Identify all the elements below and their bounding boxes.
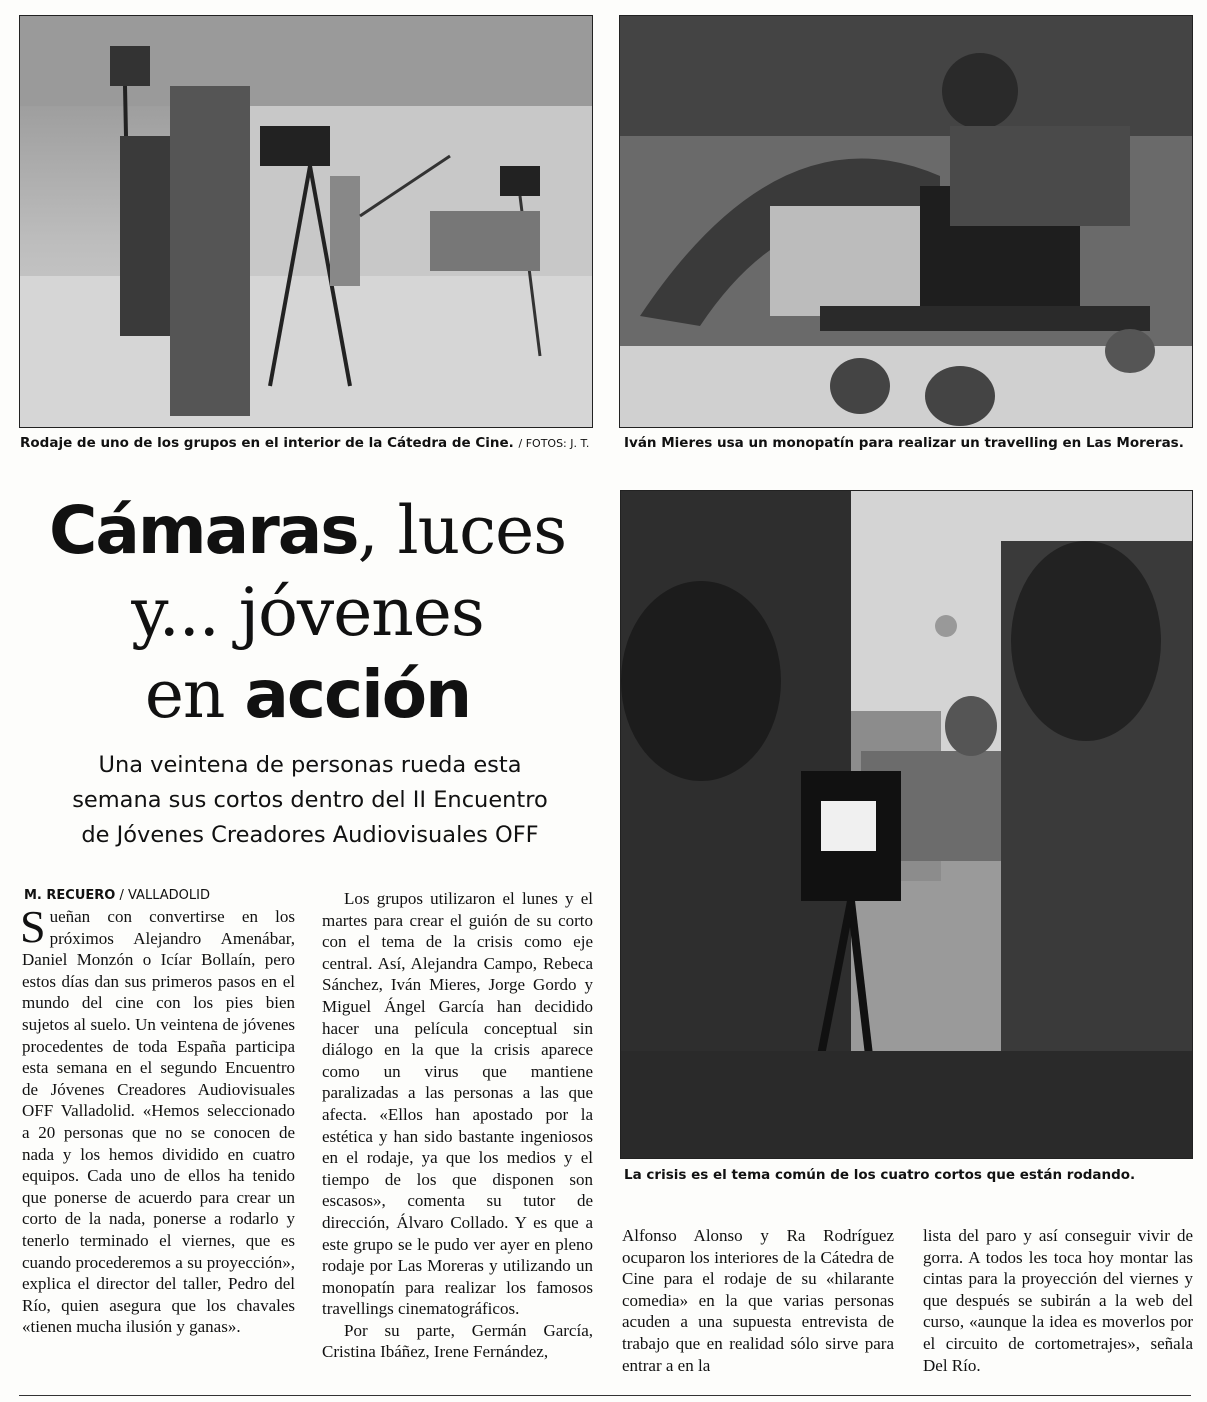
caption-text: Rodaje de uno de los grupos en el interior de la Cátedra de Cine. [20,435,514,451]
headline-bold-word: acción [244,656,471,733]
article-headline [20,490,595,736]
article-column-4 [923,1225,1193,1376]
photo-film-set-interior [19,15,593,428]
caption-text: Iván Mieres usa un monopatín para realizar un travelling en Las Moreras. [624,435,1184,451]
byline-author: M. RECUERO [24,888,116,903]
photo-indoor-shoot [620,490,1193,1159]
drop-cap: S [20,901,46,952]
byline-location: / VALLADOLID [119,888,210,903]
article-subheadline [20,748,600,853]
article-paragraph: Alfonso Alonso y Ra Rodríguez ocuparon los interiores de la Cátedra de Cine para el rodaje de su «hilarante comedia» en la que varias personas acuden a una supuesta entrevista de trabajo que en realidad sólo sirve para entrar a en la [622,1226,894,1375]
photo-caption-indoor-shoot [624,1167,1135,1183]
photo-caption-film-set [20,435,589,451]
byline [24,888,210,903]
photo-credit: / FOTOS: J. T. [518,437,590,450]
subhead-line: Una veintena de personas rueda esta [98,752,522,778]
subhead-line: semana sus cortos dentro del II Encuentro [72,787,548,813]
headline-text: , luces [357,492,567,569]
article-paragraph: Los grupos utilizaron el lunes y el martes para crear el guión de su corto con el tema de la crisis como eje central. Así, Alejandra Campo, Rebeca Sánchez, Iván Mieres, Jorge Gordo y Miguel Ángel García han decidido hacer una película conceptual sin diálogo en la que la crisis aparece como un virus que mantiene paralizadas a las personas a las que afecta. «Ellos han apostado por la estética y han sido bastante ingeniosos en el rodaje, ya que los medios y el tiempo de los que disponen son escasos», comenta su tutor de dirección, Álvaro Collado. Y es que a este grupo se le pudo ver ayer en pleno rodaje por Las Moreras y utilizando un monopatín para realizar los famosos travellings cinematográficos. [322,889,593,1319]
article-paragraph: Por su parte, Germán García, Cristina Ibáñez, Irene Fernández, [322,1320,593,1362]
photo-caption-skateboard [624,435,1184,451]
article-column-3 [622,1225,894,1376]
article-column-1 [20,901,295,1338]
photo-skateboard-travelling [619,15,1193,428]
article-text: ueñan con convertirse en los próximos Alejandro Amenábar, Daniel Monzón o Icíar Bollaín, pero estos días dan sus primeros pasos en el mundo del cine con los pies bien sujetos al suelo. Un veintena de jóvenes procedentes de toda España participa esta semana en el segundo Encuentro de Jóvenes Creadores Audiovisuales OFF Valladolid. «Hemos seleccionado a 20 personas que no se conocen de nada y los hemos dividido en cuatro equipos. Cada uno de ellos ha tenido que ponerse de acuerdo para crear un corto de la nada, ponerse a rodarlo y tenerlo terminado el viernes, que es cuando procederemos a su proyección», explica el director del taller, Pedro del Río, quien asegura que los chavales «tienen mucha ilusión y ganas». [22,907,295,1337]
headline-text: en [144,656,245,733]
caption-text: La crisis es el tema común de los cuatro cortos que están rodando. [624,1167,1136,1183]
headline-line-2: y... jóvenes [131,574,484,651]
subhead-line: de Jóvenes Creadores Audiovisuales OFF [81,822,539,848]
bottom-divider [19,1395,1191,1396]
headline-bold-word: Cámaras [48,492,358,569]
article-column-2 [322,888,593,1363]
article-paragraph: lista del paro y así conseguir vivir de gorra. A todos les toca hoy montar las cintas para la proyección del viernes y que después se subirán a la web del curso, «aunque la idea es moverlos por el circuito de cortometrajes», señala Del Río. [923,1226,1193,1375]
